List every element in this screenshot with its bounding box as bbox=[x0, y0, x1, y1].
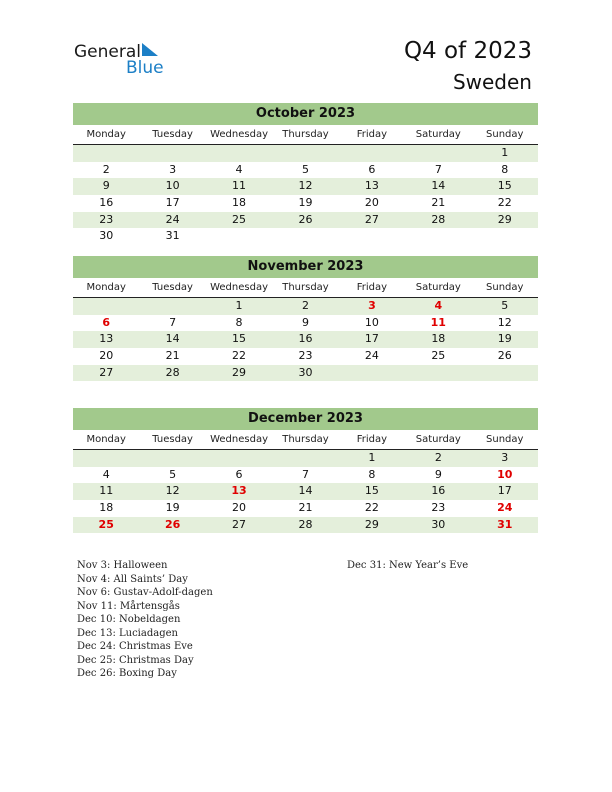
day-cell: 25 bbox=[431, 349, 446, 363]
day-cell: 5 bbox=[301, 162, 309, 176]
weekday-label: Tuesday bbox=[152, 282, 193, 293]
week-row bbox=[73, 315, 538, 332]
day-cell: 20 bbox=[232, 501, 247, 515]
day-cell: 29 bbox=[232, 365, 247, 379]
holiday-day-cell: 4 bbox=[434, 299, 443, 312]
day-cell: 11 bbox=[99, 484, 114, 498]
day-cell bbox=[272, 145, 338, 162]
day-cell bbox=[73, 298, 139, 315]
month-title: November 2023 bbox=[73, 256, 538, 278]
holiday-note: Dec 10: Nobeldagen bbox=[77, 614, 181, 625]
weekday-label: Tuesday bbox=[152, 434, 193, 445]
day-cell bbox=[139, 298, 205, 315]
logo-flag-icon bbox=[142, 43, 162, 59]
day-cell: 12 bbox=[165, 484, 180, 498]
month-title: December 2023 bbox=[73, 408, 538, 430]
month-december bbox=[73, 408, 538, 533]
day-cell: 14 bbox=[165, 332, 180, 346]
weekday-label: Monday bbox=[86, 129, 126, 140]
day-cell: 19 bbox=[497, 332, 512, 346]
day-cell: 15 bbox=[232, 332, 247, 346]
day-cell: 7 bbox=[301, 467, 309, 481]
day-cell: 5 bbox=[501, 299, 509, 312]
holiday-note: Dec 13: Luciadagen bbox=[77, 627, 178, 639]
day-cell bbox=[139, 145, 205, 162]
holiday-note: Nov 6: Gustav-Adolf-dagen bbox=[77, 587, 213, 598]
day-cell: 15 bbox=[497, 179, 512, 193]
holiday-note: Dec 24: Christmas Eve bbox=[77, 641, 193, 652]
day-cell: 9 bbox=[301, 315, 309, 329]
weekday-label: Saturday bbox=[415, 129, 461, 140]
holiday-day-cell: 13 bbox=[231, 484, 247, 498]
day-cell: 22 bbox=[364, 501, 379, 515]
day-cell: 25 bbox=[232, 212, 247, 226]
day-cell: 7 bbox=[434, 162, 442, 176]
day-cell: 2 bbox=[434, 451, 442, 464]
day-cell: 27 bbox=[99, 365, 114, 379]
weekday-label: Sunday bbox=[486, 129, 524, 140]
day-cell: 28 bbox=[431, 212, 446, 226]
day-cell bbox=[206, 450, 272, 467]
weekday-label: Thursday bbox=[282, 129, 329, 140]
day-cell bbox=[272, 228, 338, 245]
week-row bbox=[73, 228, 538, 245]
day-cell: 12 bbox=[497, 315, 512, 329]
holiday-note: Dec 25: Christmas Day bbox=[77, 654, 194, 666]
weekday-header-row bbox=[73, 430, 538, 450]
day-cell: 4 bbox=[235, 162, 243, 176]
day-cell: 8 bbox=[235, 315, 243, 329]
day-cell: 17 bbox=[364, 332, 379, 346]
weekday-label: Friday bbox=[356, 129, 388, 140]
weekday-label: Monday bbox=[86, 434, 126, 445]
day-cell bbox=[206, 228, 272, 245]
day-cell: 5 bbox=[169, 467, 177, 481]
logo-text-blue: Blue bbox=[126, 58, 164, 78]
day-cell: 23 bbox=[298, 349, 313, 363]
day-cell: 6 bbox=[368, 162, 376, 176]
day-cell: 27 bbox=[232, 517, 247, 531]
holiday-day-cell: 11 bbox=[430, 315, 446, 329]
country-name: Sweden bbox=[452, 70, 532, 94]
day-cell: 12 bbox=[298, 179, 313, 193]
day-cell: 16 bbox=[99, 196, 114, 210]
day-cell: 13 bbox=[364, 179, 379, 193]
holiday-day-cell: 26 bbox=[164, 517, 181, 531]
logo-text-general: General bbox=[74, 42, 141, 62]
day-cell: 20 bbox=[364, 196, 379, 210]
month-november bbox=[73, 256, 538, 381]
day-cell: 21 bbox=[165, 349, 180, 363]
holiday-note: Nov 11: Mårtensgås bbox=[77, 600, 180, 612]
day-cell: 10 bbox=[364, 315, 379, 329]
week-row bbox=[73, 195, 538, 212]
holiday-notes-left bbox=[77, 559, 213, 681]
day-cell: 11 bbox=[232, 179, 247, 193]
day-cell: 17 bbox=[165, 196, 180, 210]
holiday-note: Dec 26: Boxing Day bbox=[77, 668, 177, 679]
day-cell bbox=[339, 365, 405, 382]
day-cell bbox=[73, 145, 139, 162]
day-cell bbox=[405, 228, 471, 245]
day-cell: 24 bbox=[364, 349, 379, 363]
day-cell: 13 bbox=[99, 332, 114, 346]
weekday-header-row bbox=[73, 125, 538, 145]
weekday-label: Thursday bbox=[282, 434, 329, 445]
holiday-note: Nov 4: All Saints’ Day bbox=[77, 573, 188, 585]
weekday-label: Sunday bbox=[486, 434, 524, 445]
week-row bbox=[73, 298, 538, 315]
holiday-notes-right bbox=[347, 559, 468, 573]
day-cell bbox=[73, 450, 139, 467]
week-row bbox=[73, 348, 538, 365]
holiday-day-cell: 10 bbox=[497, 467, 513, 481]
day-cell: 30 bbox=[431, 517, 446, 531]
holiday-day-cell: 31 bbox=[497, 517, 513, 531]
month-title: October 2023 bbox=[73, 103, 538, 125]
day-cell: 29 bbox=[497, 212, 512, 226]
week-row bbox=[73, 331, 538, 348]
day-cell: 26 bbox=[298, 212, 313, 226]
day-cell: 23 bbox=[99, 212, 114, 226]
day-cell bbox=[472, 365, 538, 382]
day-cell: 8 bbox=[501, 162, 509, 176]
week-row bbox=[73, 145, 538, 162]
weekday-label: Friday bbox=[356, 434, 388, 445]
day-cell: 3 bbox=[501, 451, 509, 464]
day-cell: 21 bbox=[431, 196, 446, 210]
day-cell: 4 bbox=[102, 467, 110, 481]
holiday-day-cell: 24 bbox=[497, 501, 513, 515]
day-cell bbox=[405, 365, 471, 382]
day-cell: 23 bbox=[431, 501, 446, 515]
day-cell: 2 bbox=[102, 162, 110, 176]
weekday-label: Thursday bbox=[282, 282, 329, 293]
weekday-label: Monday bbox=[86, 282, 126, 293]
weekday-label: Friday bbox=[356, 282, 388, 293]
day-cell bbox=[272, 450, 338, 467]
day-cell: 16 bbox=[431, 484, 446, 498]
day-cell: 20 bbox=[99, 349, 114, 363]
day-cell: 9 bbox=[102, 179, 110, 193]
day-cell: 30 bbox=[298, 365, 313, 379]
weekday-label: Saturday bbox=[415, 434, 461, 445]
week-row bbox=[73, 483, 538, 500]
week-row bbox=[73, 212, 538, 229]
day-cell: 19 bbox=[298, 196, 313, 210]
weekday-label: Sunday bbox=[486, 282, 524, 293]
day-cell bbox=[206, 145, 272, 162]
day-cell: 1 bbox=[368, 451, 376, 464]
day-cell bbox=[472, 228, 538, 245]
holiday-day-cell: 25 bbox=[98, 517, 114, 531]
day-cell: 29 bbox=[364, 517, 379, 531]
day-cell: 1 bbox=[501, 146, 509, 159]
day-cell: 1 bbox=[235, 299, 243, 312]
day-cell: 9 bbox=[434, 467, 442, 481]
day-cell: 16 bbox=[298, 332, 313, 346]
day-cell bbox=[339, 228, 405, 245]
day-cell: 14 bbox=[431, 179, 446, 193]
day-cell: 19 bbox=[165, 501, 180, 515]
day-cell bbox=[139, 450, 205, 467]
weekday-label: Wednesday bbox=[210, 129, 268, 140]
week-row bbox=[73, 450, 538, 467]
day-cell: 27 bbox=[364, 212, 379, 226]
day-cell: 22 bbox=[232, 349, 247, 363]
week-row bbox=[73, 500, 538, 517]
day-cell: 28 bbox=[165, 365, 180, 379]
day-cell: 31 bbox=[165, 229, 180, 243]
day-cell: 22 bbox=[497, 196, 512, 210]
day-cell: 21 bbox=[298, 501, 313, 515]
weekday-label: Wednesday bbox=[210, 282, 268, 293]
week-row bbox=[73, 517, 538, 534]
weekday-label: Tuesday bbox=[152, 129, 193, 140]
day-cell: 3 bbox=[169, 162, 177, 176]
month-october bbox=[73, 103, 538, 245]
week-row bbox=[73, 365, 538, 382]
day-cell: 15 bbox=[364, 484, 379, 498]
week-row bbox=[73, 467, 538, 484]
page-title: Q4 of 2023 bbox=[403, 38, 532, 64]
day-cell: 8 bbox=[368, 467, 376, 481]
day-cell bbox=[339, 145, 405, 162]
day-cell: 28 bbox=[298, 517, 313, 531]
day-cell: 18 bbox=[99, 501, 114, 515]
day-cell: 7 bbox=[169, 315, 177, 329]
day-cell: 18 bbox=[431, 332, 446, 346]
holiday-day-cell: 3 bbox=[368, 299, 376, 312]
day-cell: 10 bbox=[165, 179, 180, 193]
weekday-label: Saturday bbox=[415, 282, 461, 293]
weekday-header-row bbox=[73, 278, 538, 298]
day-cell: 2 bbox=[301, 299, 309, 312]
day-cell bbox=[405, 145, 471, 162]
day-cell: 24 bbox=[165, 212, 180, 226]
holiday-note: Nov 3: Halloween bbox=[77, 560, 168, 571]
holiday-day-cell: 6 bbox=[102, 315, 111, 329]
day-cell: 18 bbox=[232, 196, 247, 210]
day-cell: 17 bbox=[497, 484, 512, 498]
day-cell: 6 bbox=[235, 467, 243, 481]
week-row bbox=[73, 178, 538, 195]
weekday-label: Wednesday bbox=[210, 434, 268, 445]
week-row bbox=[73, 162, 538, 179]
day-cell: 26 bbox=[497, 349, 512, 363]
holiday-note: Dec 31: New Year’s Eve bbox=[347, 560, 469, 571]
day-cell: 30 bbox=[99, 229, 114, 243]
day-cell: 14 bbox=[298, 484, 313, 498]
